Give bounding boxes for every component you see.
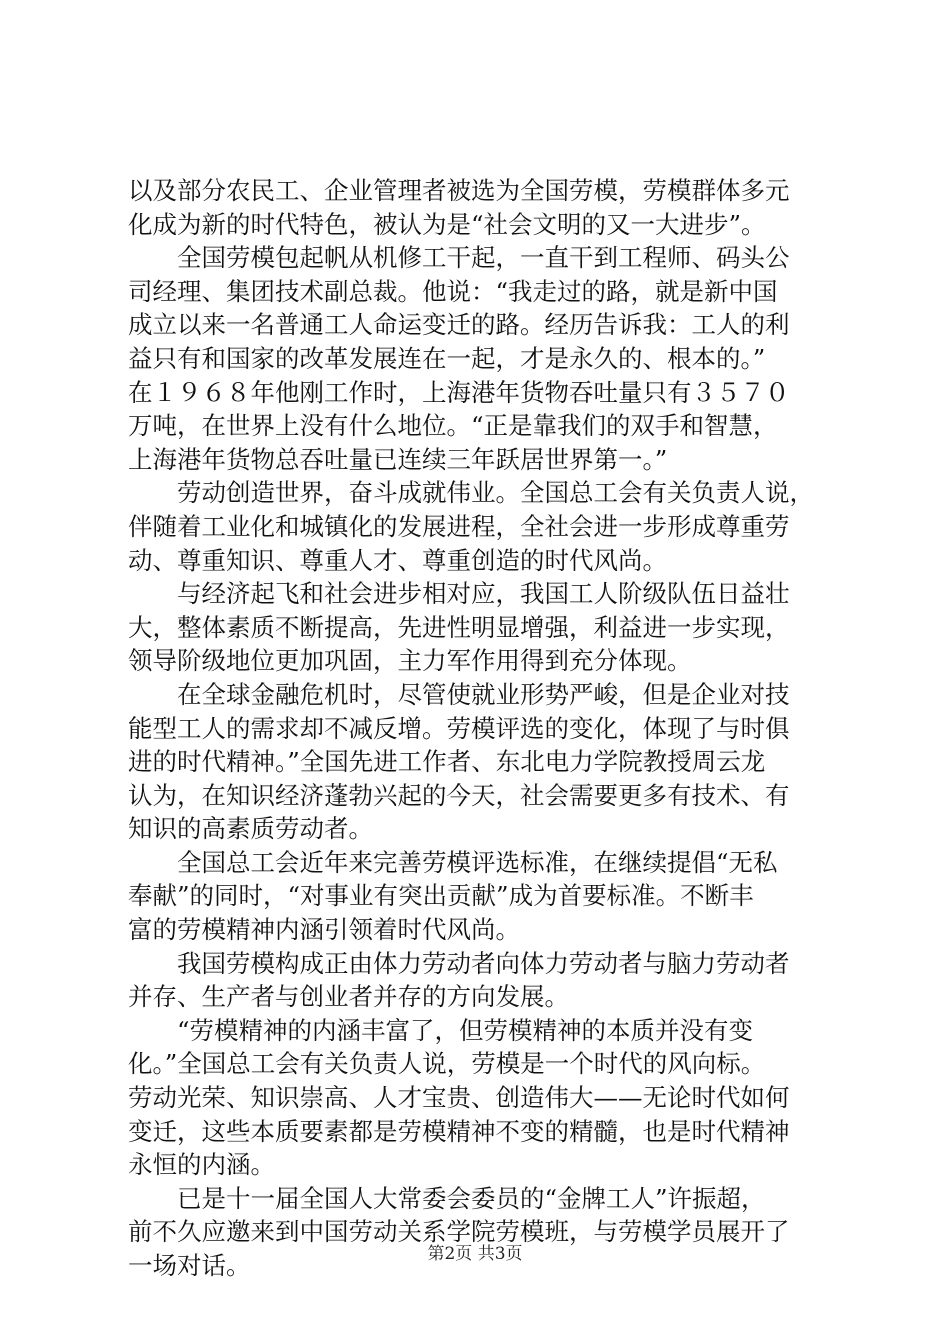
text-line: 奉献”的同时，“对事业有突出贡献”成为首要标准。不断丰 (128, 881, 754, 911)
page-number-label: 第2页 共3页 (427, 1244, 523, 1264)
text-line: 上海港年货物总吞吐量已连续三年跃居世界第一。” (128, 444, 668, 474)
page-footer (0, 1243, 950, 1265)
text-line: 以及部分农民工、企业管理者被选为全国劳模，劳模群体多元 (128, 176, 790, 205)
text-line: 变迁，这些本质要素都是劳模精神不变的精髓，也是时代精神 (128, 1116, 790, 1146)
text-line: 并存、生产者与创业者并存的方向发展。 (128, 982, 569, 1012)
text-line: 大，整体素质不断提高，先进性明显增强，利益进一步实现， (128, 612, 790, 642)
text-line: 劳动光荣、知识崇高、人才宝贵、创造伟大——无论时代如何 (128, 1083, 790, 1113)
text-line: 司经理、集团技术副总裁。他说：“我走过的路，就是新中国 (128, 276, 778, 306)
text-line: “劳模精神的内涵丰富了，但劳模精神的本质并没有变 (128, 1015, 754, 1045)
text-line: 化成为新的时代特色，被认为是“社会文明的又一大进步”。 (128, 209, 766, 239)
text-line: 益只有和国家的改革发展连在一起，才是永久的、根本的。” (128, 343, 766, 373)
text-line: 已是十一届全国人大常委会委员的“金牌工人”许振超， (128, 1183, 766, 1213)
text-line: 我国劳模构成正由体力劳动者向体力劳动者与脑力劳动者 (128, 948, 790, 978)
text-line: 永恒的内涵。 (128, 1150, 275, 1180)
body-text (128, 174, 828, 1283)
text-line: 能型工人的需求却不减反增。劳模评选的变化，体现了与时俱 (128, 713, 790, 743)
text-line: 万吨，在世界上没有什么地位。“正是靠我们的双手和智慧， (128, 411, 778, 441)
text-line: 进的时代精神。”全国先进工作者、东北电力学院教授周云龙 (128, 747, 766, 777)
text-line: 富的劳模精神内涵引领着时代风尚。 (128, 915, 520, 945)
text-line: 领导阶级地位更加巩固，主力军作用得到充分体现。 (128, 646, 692, 676)
text-line: 伴随着工业化和城镇化的发展进程，全社会进一步形成尊重劳 (128, 511, 790, 541)
text-line: 全国总工会近年来完善劳模评选标准，在继续提倡“无私 (128, 847, 778, 877)
text-line: 认为，在知识经济蓬勃兴起的今天，社会需要更多有技术、有 (128, 780, 790, 810)
text-line: 成立以来一名普通工人命运变迁的路。经历告诉我：工人的利 (128, 310, 790, 340)
text-line: 化。”全国总工会有关负责人说，劳模是一个时代的风向标。 (128, 1049, 766, 1079)
text-line: 在全球金融危机时，尽管使就业形势严峻，但是企业对技 (128, 679, 790, 709)
text-line: 与经济起飞和社会进步相对应，我国工人阶级队伍日益壮 (128, 579, 790, 609)
text-line: 劳动创造世界，奋斗成就伟业。全国总工会有关负责人说， (128, 478, 814, 508)
text-line: 知识的高素质劳动者。 (128, 814, 373, 844)
text-line: 全国劳模包起帆从机修工干起，一直干到工程师、码头公 (128, 243, 790, 273)
text-line: 前不久应邀来到中国劳动关系学院劳模班，与劳模学员展开了 (128, 1217, 790, 1247)
text-line: 动、尊重知识、尊重人才、尊重创造的时代风尚。 (128, 545, 667, 575)
text-line: 一场对话。 (128, 1251, 251, 1280)
text-line: 在１９６８年他刚工作时，上海港年货物吞吐量只有３５７０ (128, 377, 790, 407)
